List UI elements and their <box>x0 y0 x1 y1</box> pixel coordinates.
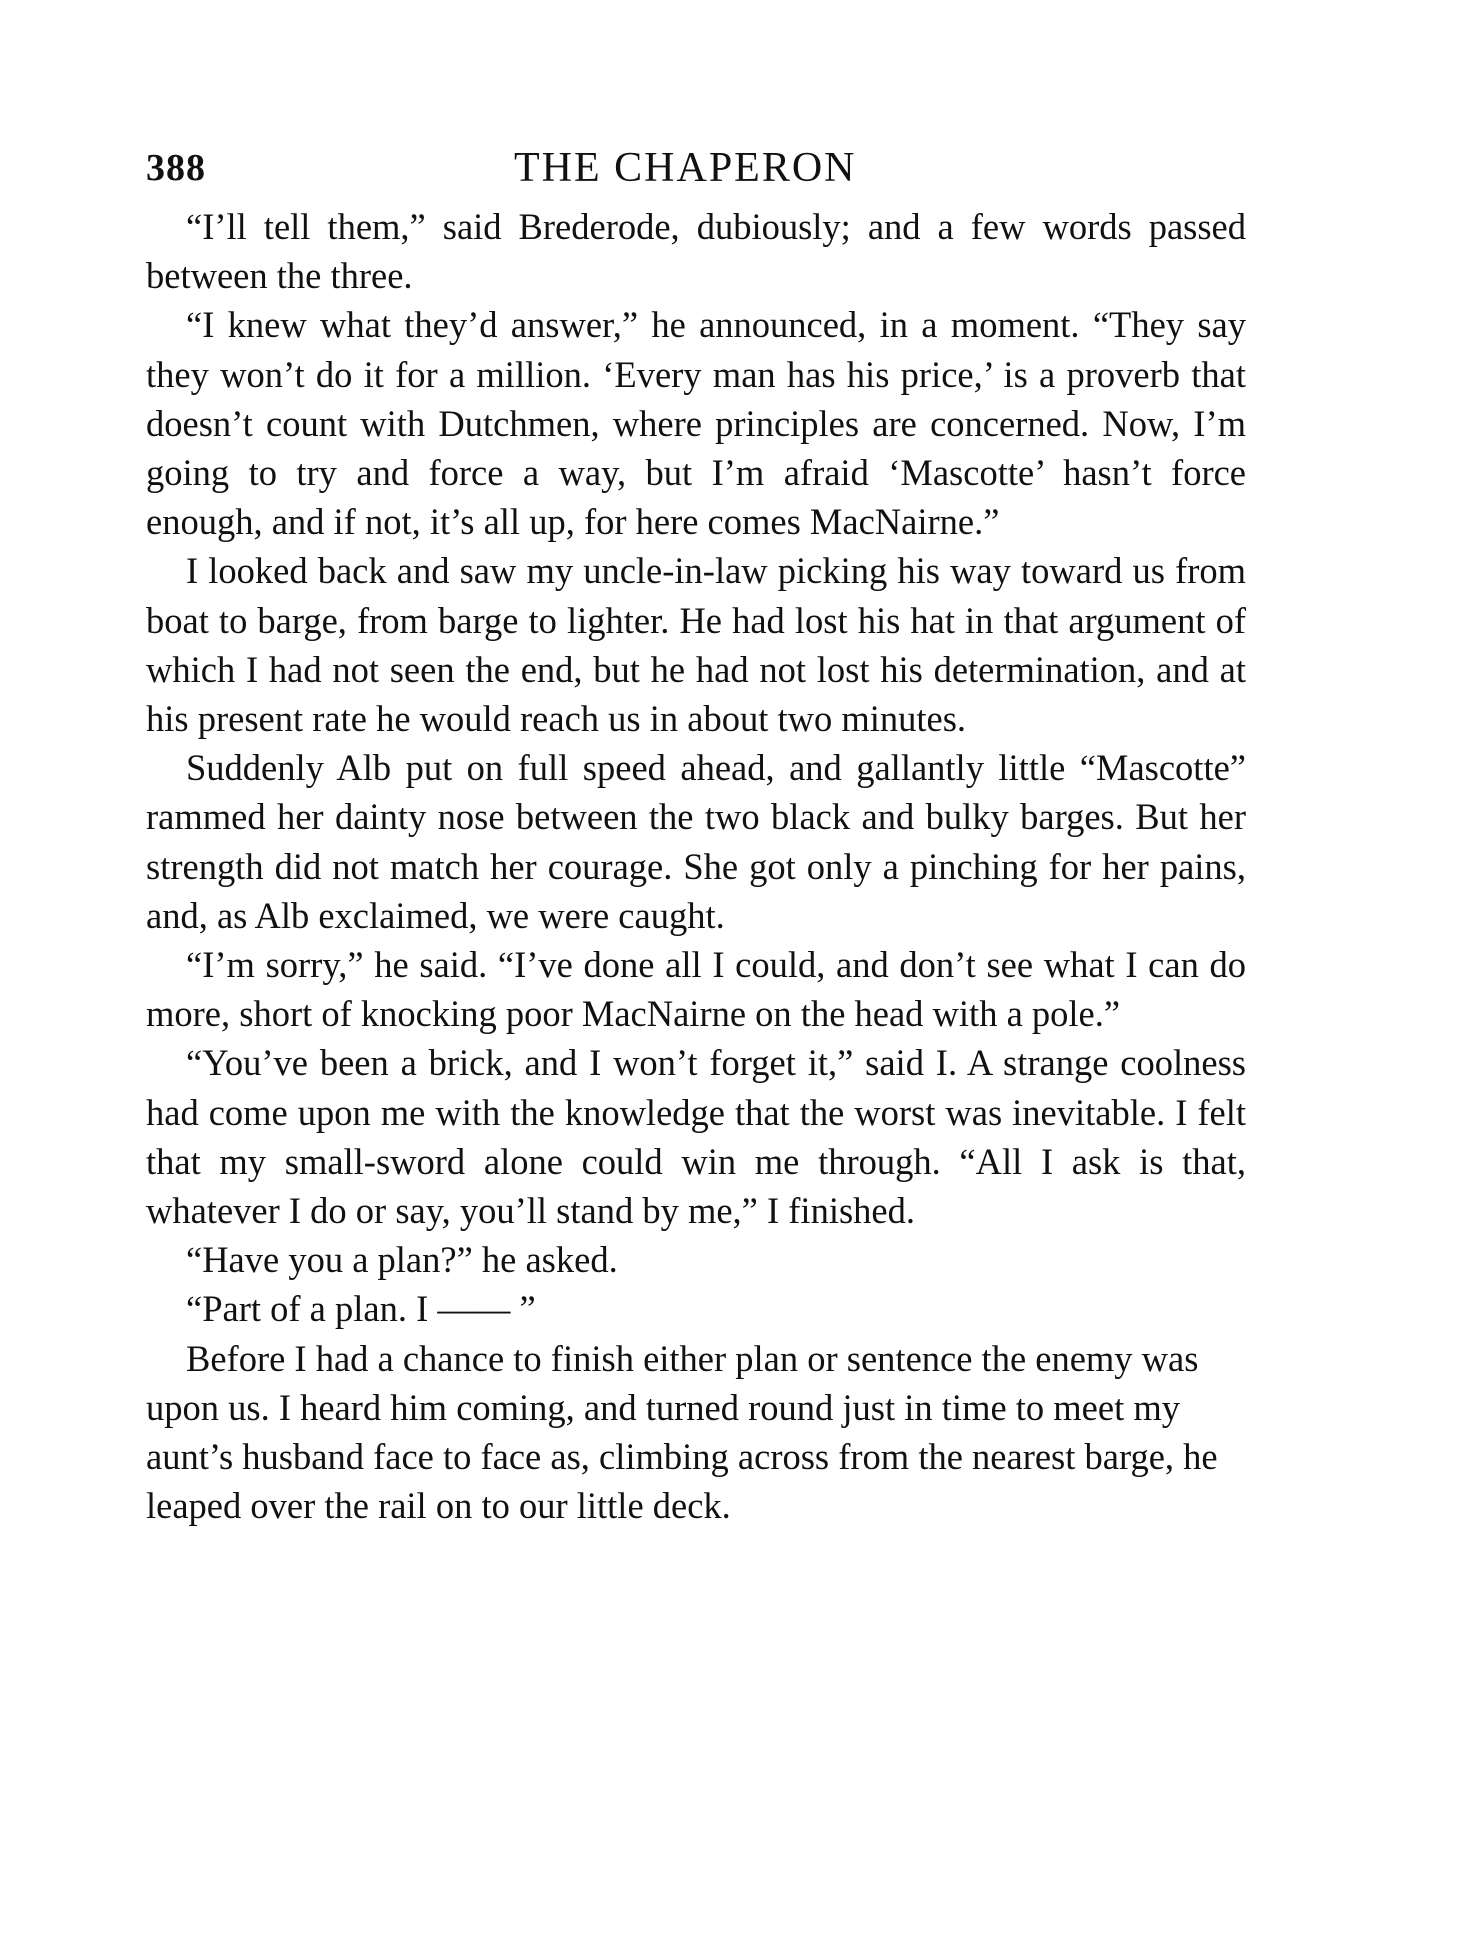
paragraph-4: Suddenly Alb put on full speed ahead, and gallantly little “Mascotte” rammed her dainty nose between the two black and bulky barges. But her strength did not match her courage. She got only a pinching for her pains, and, as Alb exclaimed, we were caught. <box>146 747 1246 936</box>
paragraph-2: “I knew what they’d answer,” he announced, in a moment. “They say they won’t do it for a million. ‘Every man has his price,’ is a proverb that doesn’t count with Dutchmen, where principles are concerned. Now, I’m going to try and force a way, but I’m afraid ‘Mascotte’ hasn’t force enough, and if not, it’s all up, for here comes MacNairne.” <box>146 304 1246 543</box>
paragraph-5: “I’m sorry,” he said. “I’ve done all I could, and don’t see what I can do more, short of knocking poor MacNairne on the head with a pole.” <box>146 944 1246 1035</box>
page-number: 388 <box>146 147 206 189</box>
paragraph-6: “You’ve been a brick, and I won’t forget it,” said I. A strange coolness had come upon me with the knowledge that the worst was inevitable. I felt that my small-sword alone could win me through. “All I ask is that, whatever I do or say, you’ll stand by me,” I finished. <box>146 1042 1246 1232</box>
running-head: THE CHAPERON <box>514 145 857 191</box>
paragraph-7: “Have you a plan?” he asked. <box>186 1239 618 1281</box>
paragraph-3: I looked back and saw my uncle-in-law picking his way toward us from boat to barge, from barge to lighter. He had lost his hat in that argument of which I had not seen the end, but he had not lost his determination, and at his present rate he would reach us in about two minutes. <box>146 550 1246 740</box>
page-header <box>146 138 1276 198</box>
paragraph-1: “I’ll tell them,” said Brederode, dubiously; and a few words passed between the three. <box>146 206 1246 297</box>
paragraph-8: “Part of a plan. I —— ” <box>186 1288 536 1330</box>
body-text <box>146 202 1246 1530</box>
paragraph-9: Before I had a chance to finish either plan or sentence the enemy was upon us. I heard him coming, and turned round just in time to meet my aunt’s husband face to face as, climbing across from the nearest barge, he leaped over the rail on to our little deck. <box>146 1337 1218 1527</box>
